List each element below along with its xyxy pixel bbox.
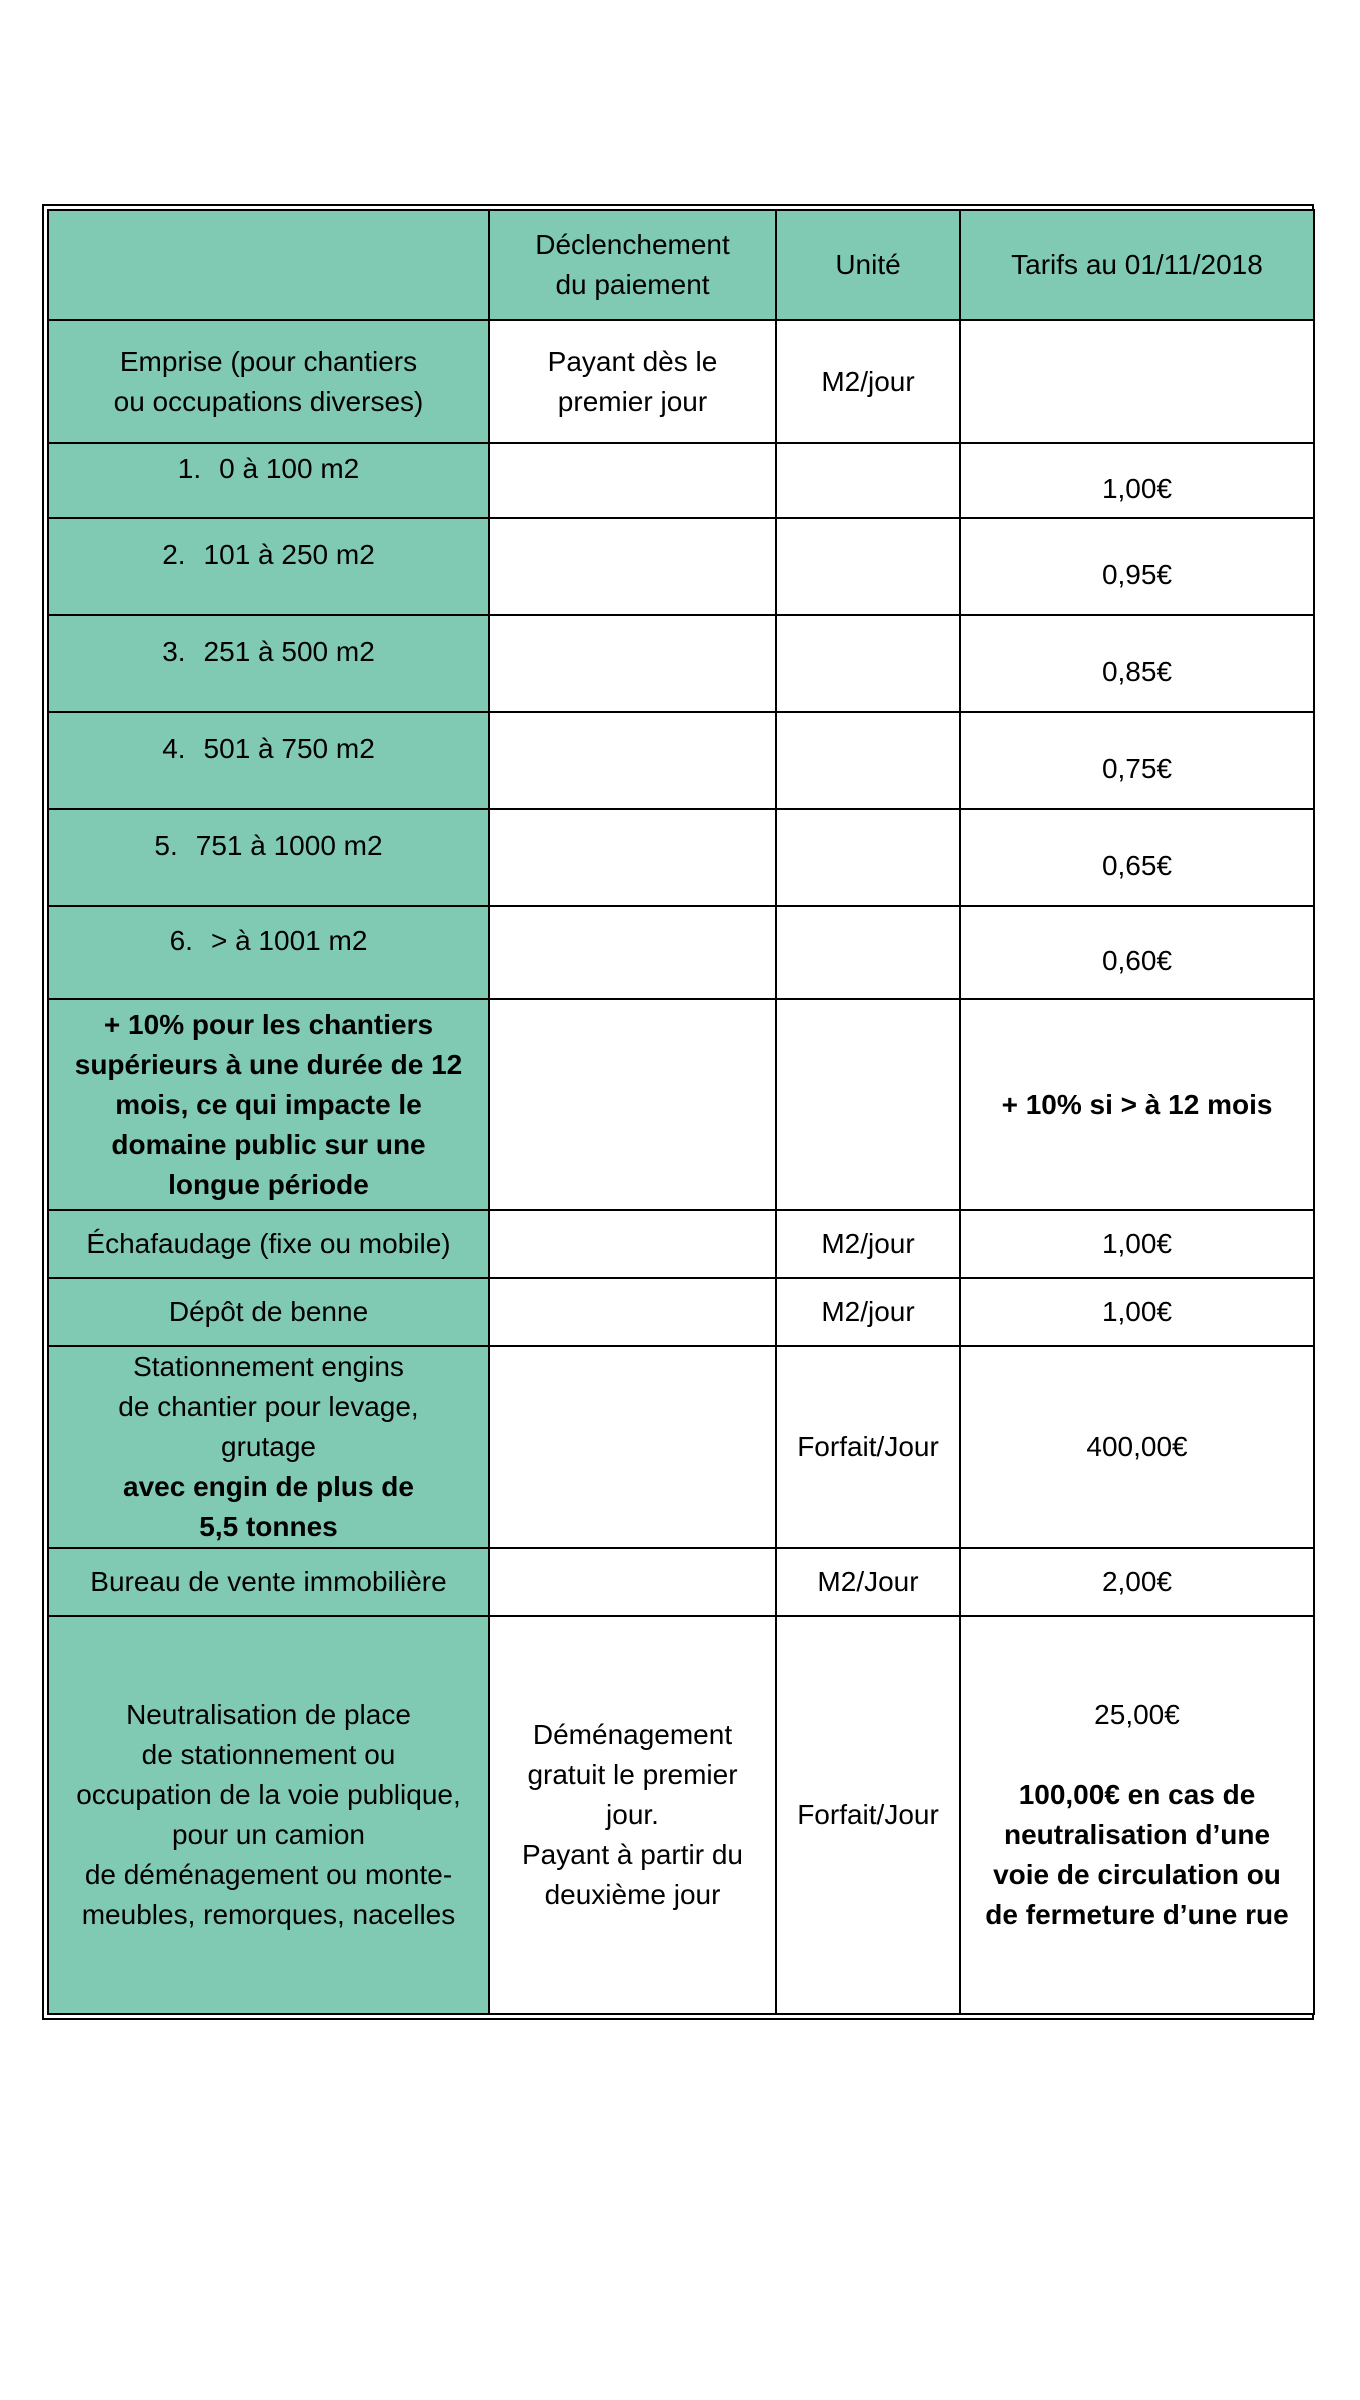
- table-row-tier: [48, 443, 1314, 518]
- neutralisation-price-bold-line: de fermeture d’une rue: [985, 1899, 1289, 1930]
- surcharge-line: longue période: [168, 1168, 369, 1200]
- tier-unit-empty: [776, 615, 960, 712]
- tier-price-value: 0,85€: [1101, 655, 1173, 687]
- emprise-unit: M2/jour: [776, 320, 960, 443]
- table-row-surcharge: [48, 999, 1314, 1210]
- table-row-tier: [48, 906, 1314, 999]
- neutralisation-label-line: de déménagement ou monte-: [84, 1859, 453, 1890]
- tier-price: [960, 615, 1314, 712]
- tier-number: 4.: [162, 732, 186, 764]
- neutralisation-label-line: meubles, remorques, nacelles: [81, 1899, 456, 1930]
- surcharge-trigger-empty: [489, 999, 776, 1210]
- tariff-table-frame: [42, 204, 1314, 2020]
- table-row-bureau: [48, 1548, 1314, 1616]
- engins-label-line3: [57, 1427, 480, 1507]
- engins-label-line3-normal: grutage: [221, 1431, 316, 1462]
- surcharge-price: + 10% si > à 12 mois: [960, 999, 1314, 1210]
- tier-price: [960, 809, 1314, 906]
- neutralisation-trigger-line: deuxième jour: [544, 1879, 721, 1910]
- neutralisation-trigger-line: Payant à partir du: [521, 1839, 744, 1870]
- surcharge-line: domaine public sur une: [111, 1128, 426, 1160]
- bureau-label: Bureau de vente immobilière: [48, 1548, 489, 1616]
- neutralisation-label-line: pour un camion: [171, 1819, 365, 1850]
- tier-trigger-empty: [489, 518, 776, 615]
- header-payment-trigger: [489, 210, 776, 320]
- tier-price-value: 1,00€: [1101, 472, 1173, 504]
- neutralisation-price-bold-line: voie de circulation ou: [993, 1859, 1281, 1890]
- emprise-label-line2: ou occupations diverses): [113, 385, 424, 417]
- tier-label: [48, 615, 489, 712]
- tier-range: 501 à 750 m2: [203, 732, 375, 764]
- header-rates: Tarifs au 01/11/2018: [960, 210, 1314, 320]
- engins-label-line4: 5,5 tonnes: [199, 1511, 338, 1542]
- tier-range: 251 à 500 m2: [203, 635, 375, 667]
- engins-label: [48, 1346, 489, 1548]
- engins-trigger-empty: [489, 1346, 776, 1548]
- tier-number: 2.: [162, 538, 186, 570]
- tier-price: [960, 443, 1314, 518]
- header-payment-trigger-line2: du paiement: [555, 269, 710, 300]
- emprise-price-empty: [960, 320, 1314, 443]
- tier-range: 0 à 100 m2: [219, 452, 360, 484]
- tier-price-value: 0,60€: [1101, 944, 1173, 976]
- tier-label: [48, 712, 489, 809]
- benne-trigger-empty: [489, 1278, 776, 1346]
- tier-price-value: 0,65€: [1101, 849, 1173, 881]
- table-row-tier: [48, 518, 1314, 615]
- tier-price: [960, 712, 1314, 809]
- tier-trigger-empty: [489, 712, 776, 809]
- tier-unit-empty: [776, 809, 960, 906]
- tier-range: > à 1001 m2: [210, 924, 368, 956]
- table-row-benne: [48, 1278, 1314, 1346]
- echafaudage-price: 1,00€: [960, 1210, 1314, 1278]
- surcharge-line: mois, ce qui impacte le: [115, 1088, 422, 1120]
- neutralisation-trigger-line: Déménagement: [532, 1719, 733, 1750]
- neutralisation-label-line: de stationnement ou: [141, 1739, 396, 1770]
- tier-trigger-empty: [489, 809, 776, 906]
- emprise-label-line1: Emprise (pour chantiers: [119, 345, 418, 377]
- emprise-trigger-line2: premier jour: [557, 385, 708, 417]
- neutralisation-price: [960, 1616, 1314, 2014]
- tier-unit-empty: [776, 443, 960, 518]
- header-unit: Unité: [776, 210, 960, 320]
- header-empty-cell: [48, 210, 489, 320]
- neutralisation-label: [48, 1616, 489, 2014]
- tier-unit-empty: [776, 518, 960, 615]
- tier-number: 5.: [154, 829, 178, 861]
- tier-trigger-empty: [489, 615, 776, 712]
- tier-label: [48, 809, 489, 906]
- table-row-emprise: [48, 320, 1314, 443]
- engins-label-line1: Stationnement engins: [133, 1351, 404, 1382]
- header-payment-trigger-line1: Déclenchement: [535, 229, 730, 260]
- engins-price: 400,00€: [960, 1346, 1314, 1548]
- table-row-tier: [48, 712, 1314, 809]
- tier-label: [48, 906, 489, 999]
- neutralisation-price-bold-line: 100,00€ en cas de: [1018, 1779, 1256, 1810]
- emprise-trigger: [489, 320, 776, 443]
- neutralisation-label-line: Neutralisation de place: [126, 1699, 411, 1730]
- bureau-price: 2,00€: [960, 1548, 1314, 1616]
- table-row-echafaudage: [48, 1210, 1314, 1278]
- engins-unit: Forfait/Jour: [776, 1346, 960, 1548]
- table-row-neutralisation: [48, 1616, 1314, 2014]
- tier-number: 3.: [162, 635, 186, 667]
- bureau-trigger-empty: [489, 1548, 776, 1616]
- neutralisation-trigger-line: jour.: [606, 1799, 659, 1830]
- benne-price: 1,00€: [960, 1278, 1314, 1346]
- benne-label: Dépôt de benne: [48, 1278, 489, 1346]
- tier-range: 101 à 250 m2: [203, 538, 375, 570]
- bureau-unit: M2/Jour: [776, 1548, 960, 1616]
- table-row-tier: [48, 615, 1314, 712]
- tier-number: 6.: [169, 924, 193, 956]
- tier-price: [960, 906, 1314, 999]
- tier-unit-empty: [776, 712, 960, 809]
- surcharge-line: supérieurs à une durée de 12: [74, 1048, 463, 1080]
- tier-label: [48, 518, 489, 615]
- tier-price-value: 0,95€: [1101, 558, 1173, 590]
- engins-label-line3-bold: avec engin de plus de: [123, 1471, 414, 1502]
- tier-price: [960, 518, 1314, 615]
- neutralisation-unit: Forfait/Jour: [776, 1616, 960, 2014]
- tier-label: [48, 443, 489, 518]
- surcharge-unit-empty: [776, 999, 960, 1210]
- surcharge-line: + 10% pour les chantiers: [103, 1008, 434, 1040]
- engins-label-line2: de chantier pour levage,: [118, 1391, 419, 1422]
- benne-unit: M2/jour: [776, 1278, 960, 1346]
- emprise-trigger-line1: Payant dès le: [547, 345, 718, 377]
- tier-number: 1.: [177, 452, 202, 484]
- neutralisation-trigger-line: gratuit le premier: [527, 1759, 738, 1790]
- neutralisation-price-spacer: [969, 1735, 1305, 1775]
- tariff-table: [47, 209, 1315, 2015]
- echafaudage-unit: M2/jour: [776, 1210, 960, 1278]
- echafaudage-label: Échafaudage (fixe ou mobile): [48, 1210, 489, 1278]
- tier-unit-empty: [776, 906, 960, 999]
- neutralisation-price-base: 25,00€: [1094, 1699, 1180, 1730]
- tier-trigger-empty: [489, 443, 776, 518]
- table-row-tier: [48, 809, 1314, 906]
- neutralisation-trigger: [489, 1616, 776, 2014]
- table-row-engins: [48, 1346, 1314, 1548]
- tier-range: 751 à 1000 m2: [195, 829, 383, 861]
- tier-price-value: 0,75€: [1101, 752, 1173, 784]
- neutralisation-price-bold-line: neutralisation d’une: [1003, 1819, 1271, 1850]
- surcharge-label: [48, 999, 489, 1210]
- tier-trigger-empty: [489, 906, 776, 999]
- neutralisation-label-line: occupation de la voie publique,: [76, 1779, 461, 1810]
- table-header-row: [48, 210, 1314, 320]
- echafaudage-trigger-empty: [489, 1210, 776, 1278]
- emprise-label: [48, 320, 489, 443]
